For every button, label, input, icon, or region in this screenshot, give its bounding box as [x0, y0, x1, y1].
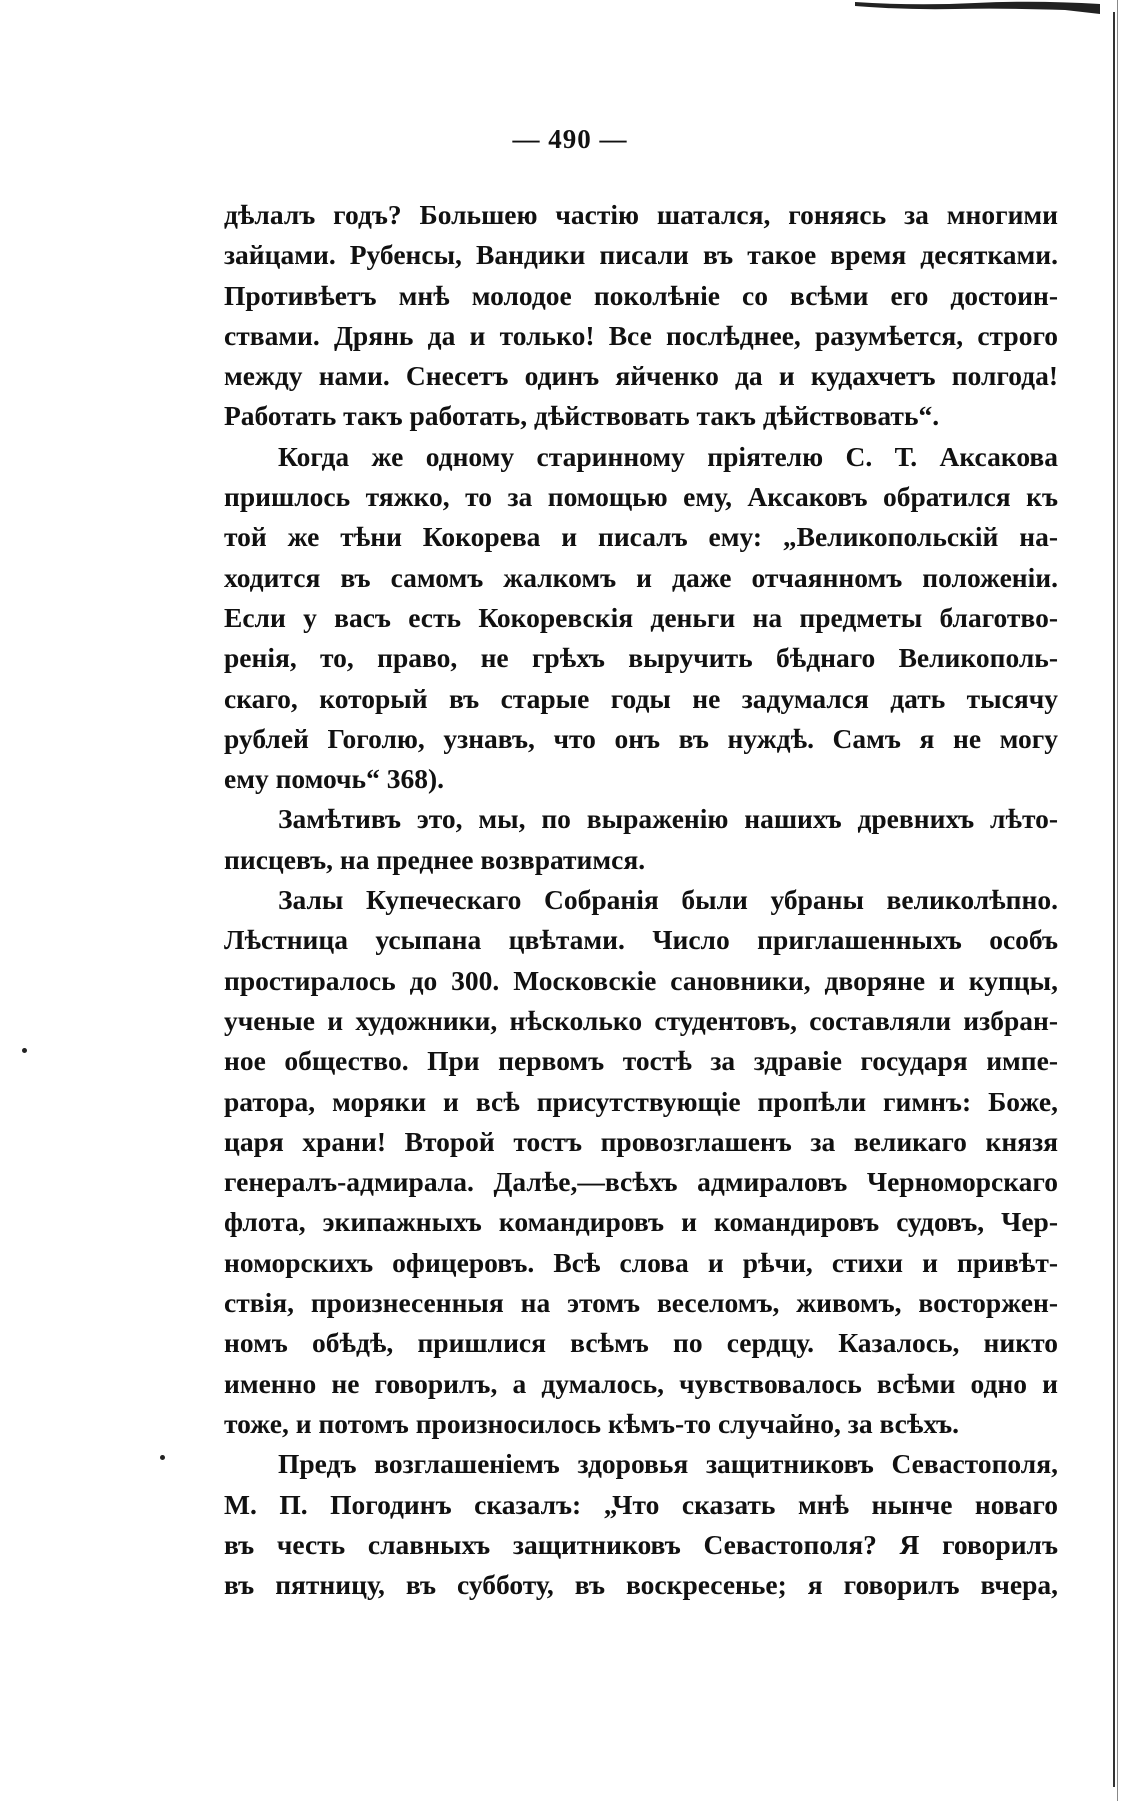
text-line: Предъ возглашеніемъ здоровья защитниковъ Севастополя, [278, 1448, 1058, 1480]
text-line: флота, экипажныхъ командировъ и командировъ судовъ, Чер- [224, 1206, 1058, 1238]
text-line: ему помочь“ 368). [224, 763, 444, 795]
text-line: М. П. Погодинъ сказалъ: „Что сказать мнѣ нынче новаго [224, 1488, 1058, 1520]
scan-edge-line-outer [1117, 0, 1118, 1801]
text-line: рублей Гоголю, узнавъ, что онъ въ нуждѣ. Самъ я не могу [224, 722, 1058, 754]
text-line: ходится въ самомъ жалкомъ и даже отчаянномъ положеніи. [224, 561, 1058, 593]
text-line: ученые и художники, нѣсколько студентовъ, составляли избран- [224, 1004, 1058, 1036]
text-line: дѣлалъ годъ? Большею частію шатался, гоняясь за многими [224, 199, 1058, 230]
text-line: между нами. Снесетъ одинъ яйченко да и кудахчетъ полгода! [224, 360, 1058, 392]
text-line: царя храни! Второй тостъ провозглашенъ за великаго князя [224, 1125, 1058, 1157]
text-line: ствами. Дрянь да и только! Все послѣднее, разумѣется, строго [224, 319, 1058, 351]
text-line: ратора, моряки и всѣ присутствующіе пропѣли гимнъ: Боже, [224, 1085, 1058, 1117]
text-line: Залы Купеческаго Собранія были убраны великолѣпно. [278, 884, 1058, 916]
scan-speck [22, 1048, 27, 1053]
text-line: въ пятницу, въ субботу, въ воскресенье; я говорилъ вчера, [224, 1569, 1058, 1601]
text-line: Работать такъ работать, дѣйствовать такъ дѣйствовать“. [224, 400, 940, 432]
text-line: ное общество. При первомъ тостѣ за здравіе государя импе- [224, 1045, 1058, 1077]
text-line: ренія, то, право, не грѣхъ выручить бѣднаго Великополь- [224, 642, 1058, 674]
scan-edge-line [1113, 12, 1115, 1787]
text-line: въ честь славныхъ защитниковъ Севастополя? Я говорилъ [224, 1528, 1058, 1560]
scan-speck [160, 1455, 165, 1460]
text-line: той же тѣни Кокорева и писалъ ему: „Великопольскій на- [224, 521, 1058, 553]
text-line: писцевъ, на преднее возвратимся. [224, 843, 646, 875]
text-line: Противѣетъ мнѣ молодое поколѣніе со всѣми его достоин- [224, 279, 1058, 311]
text-line: ствія, произнесенныя на этомъ веселомъ, живомъ, восторжен- [224, 1287, 1058, 1319]
text-line: простиралось до 300. Московскіе сановники, дворяне и купцы, [224, 964, 1058, 996]
body-text [224, 195, 1058, 1605]
text-line: Если у васъ есть Кокоревскія деньги на предметы благотво- [224, 601, 1058, 633]
text-line: Лѣстница усыпана цвѣтами. Число приглашенныхъ особъ [224, 924, 1058, 956]
text-line: номъ обѣдѣ, пришлися всѣмъ по сердцу. Казалось, никто [224, 1327, 1058, 1359]
page-number: — 490 — [512, 124, 628, 154]
text-line: Когда же одному старинному пріятелю С. Т. Аксакова [278, 440, 1058, 472]
text-line: скаго, который въ старые годы не задумался дать тысячу [224, 682, 1058, 714]
text-line: Замѣтивъ это, мы, по выраженію нашихъ древнихъ лѣто- [278, 803, 1058, 835]
text-line: тоже, и потомъ произносилось кѣмъ-то случайно, за всѣхъ. [224, 1407, 959, 1439]
text-line: генералъ-адмирала. Далѣе,—всѣхъ адмираловъ Черноморскаго [224, 1166, 1058, 1198]
text-line: именно не говорилъ, а думалось, чувствовалось всѣми одно и [224, 1367, 1058, 1399]
text-line: пришлось тяжко, то за помощью ему, Аксаковъ обратился къ [224, 481, 1058, 513]
text-line: зайцами. Рубенсы, Вандики писали въ такое время десятками. [224, 239, 1058, 271]
text-line: номорскихъ офицеровъ. Всѣ слова и рѣчи, стихи и привѣт- [224, 1246, 1058, 1278]
scan-smudge [855, 0, 1100, 14]
